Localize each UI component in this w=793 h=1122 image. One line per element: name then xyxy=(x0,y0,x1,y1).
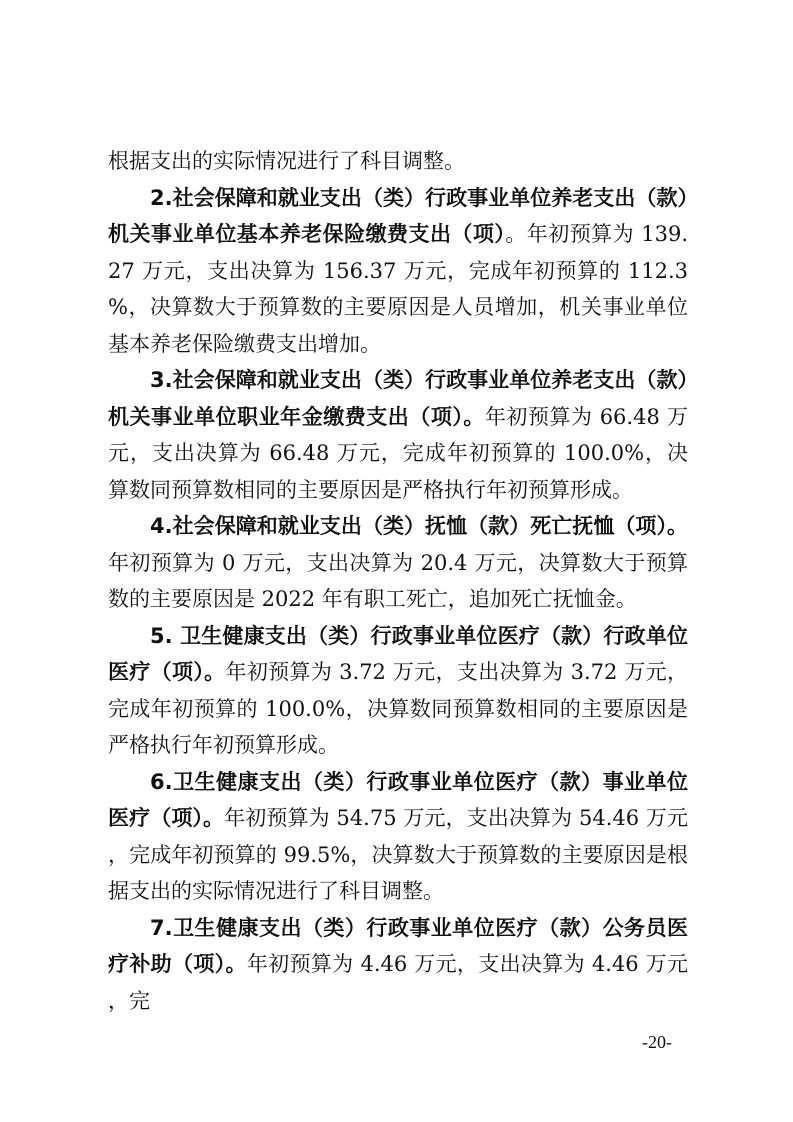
paragraph-6-text: 年初预算为 54.75 万元，支出决算为 54.46 万元，完成年初预算的 99.5%，决算数大于预算数的主要原因是根据支出的实际情况进行了科目调整。 xyxy=(108,806,688,903)
paragraph-5 xyxy=(108,618,688,764)
paragraph-2 xyxy=(108,180,688,363)
paragraph-4-text: 年初预算为 0 万元，支出决算为 20.4 万元，决算数大于预算数的主要原因是 2022 年有职工死亡，追加死亡抚恤金。 xyxy=(108,550,688,611)
paragraph-3-text: 年初预算为 66.48 万元，支出决算为 66.48 万元，完成年初预算的 100.0%，决算数同预算数相同的主要原因是严格执行年初预算形成。 xyxy=(108,404,689,502)
paragraph-7-text: 年初预算为 4.46 万元，支出决算为 4.46 万元，完 xyxy=(108,952,689,1013)
paragraph-4 xyxy=(108,508,688,618)
paragraph-7-heading: 7.卫生健康支出（类）行政事业单位医疗（款）公务员医疗补助（项）。 xyxy=(108,915,688,976)
paragraph-6-heading: 6.卫生健康支出（类）行政事业单位医疗（款）事业单位医疗（项）。 xyxy=(108,769,688,830)
paragraph-5-heading: 5. 卫生健康支出（类）行政事业单位医疗（款）行政单位医疗（项）。 xyxy=(108,623,688,684)
paragraph-4-heading: 4.社会保障和就业支出（类）抚恤（款）死亡抚恤（项）。 xyxy=(150,514,688,538)
paragraph-5-text: 年初预算为 3.72 万元，支出决算为 3.72 万元，完成年初预算的 100.0%，决算数同预算数相同的主要原因是严格执行年初预算形成。 xyxy=(108,660,689,757)
paragraph-2-heading: 2.社会保障和就业支出（类）行政事业单位养老支出（款）机关事业单位基本养老保险缴费支出（项） xyxy=(108,185,688,246)
paragraph-1-text: 根据支出的实际情况进行了科目调整。 xyxy=(108,149,465,173)
page-number: -20- xyxy=(642,1032,672,1052)
paragraph-2-text: 。年初预算为 139.27 万元，支出决算为 156.37 万元，完成年初预算的 112.3%，决算数大于预算数的主要原因是人员增加，机关事业单位基本养老保险缴费支出增加。 xyxy=(108,222,689,356)
paragraph-3 xyxy=(108,362,688,508)
paragraph-7 xyxy=(108,910,688,1020)
body-text xyxy=(108,143,688,1019)
paragraph-3-heading: 3.社会保障和就业支出（类）行政事业单位养老支出（款）机关事业单位职业年金缴费支出（项）。 xyxy=(108,368,688,429)
paragraph-1 xyxy=(108,143,688,180)
paragraph-6 xyxy=(108,764,688,910)
